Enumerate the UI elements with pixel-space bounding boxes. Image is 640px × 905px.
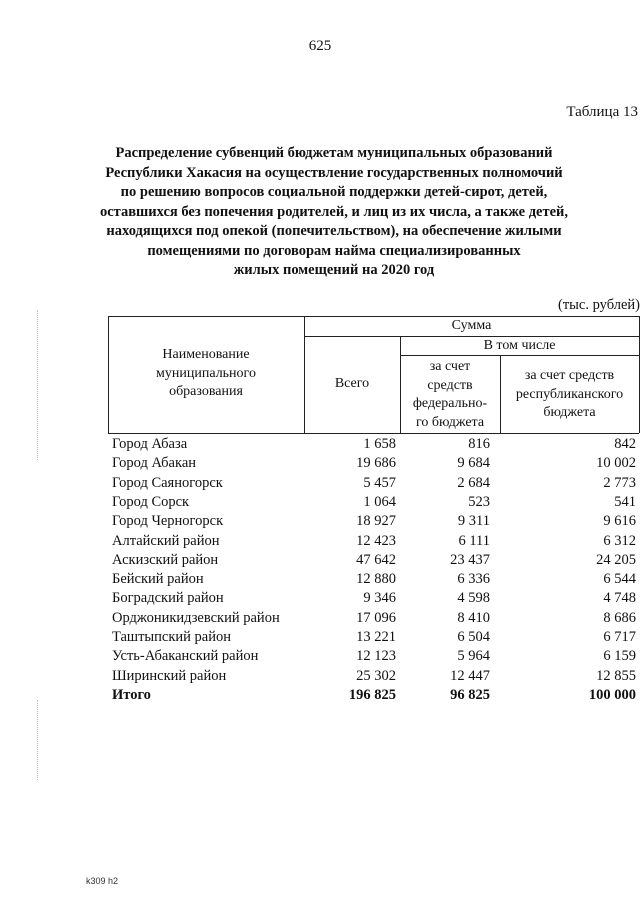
row-federal: 8 410 — [457, 609, 490, 626]
row-federal: 523 — [468, 493, 490, 510]
row-name: Город Абаза — [112, 436, 188, 452]
row-name: Итого — [112, 686, 151, 703]
row-total: 5 457 — [363, 474, 396, 491]
row-total: 25 302 — [356, 667, 396, 684]
row-federal: 9 311 — [457, 513, 490, 530]
document-title — [80, 144, 588, 281]
row-republic: 6 544 — [603, 571, 636, 588]
table-row — [112, 667, 640, 685]
row-federal: 12 447 — [450, 667, 490, 684]
row-republic: 6 717 — [603, 629, 636, 645]
table-label: Таблица 13 — [566, 104, 638, 120]
table-row — [112, 512, 640, 530]
table-row — [112, 647, 640, 665]
row-total: 47 642 — [356, 551, 396, 568]
row-name: Город Абакан — [112, 455, 197, 472]
row-federal: 6 111 — [458, 532, 490, 549]
footer-code: k309 h2 — [86, 876, 119, 886]
row-total: 1 064 — [363, 493, 396, 510]
title-line: находящихся под опекой (попечительством), на обеспечение жилыми — [106, 223, 562, 239]
header-sum: Сумма — [451, 318, 492, 333]
table-row — [112, 628, 640, 646]
row-name: Город Саяногорск — [112, 474, 223, 491]
title-line: помещениями по договорам найма специализированных — [147, 242, 521, 259]
table-row — [112, 551, 640, 569]
table-row — [112, 532, 640, 550]
row-name: Усть-Абаканский район — [112, 648, 259, 665]
header-federal: за счет средств федерально- го бюджета — [412, 359, 488, 430]
title-line: по решению вопросов социальной поддержки детей-сирот, детей, — [120, 184, 548, 200]
table-row — [112, 454, 640, 472]
row-name: Город Черногорск — [112, 513, 224, 530]
table-row — [112, 435, 640, 453]
row-name: Боградский район — [112, 590, 224, 607]
table-row — [112, 474, 640, 492]
margin-mark — [37, 310, 38, 460]
table-row — [112, 589, 640, 607]
row-federal: 4 598 — [457, 590, 490, 607]
row-republic: 8 686 — [603, 609, 636, 626]
row-republic: 6 159 — [603, 648, 636, 665]
row-total: 17 096 — [356, 609, 396, 626]
row-federal: 5 964 — [457, 648, 490, 665]
row-total: 9 346 — [363, 590, 396, 607]
title-line: Республики Хакасия на осуществление государственных полномочий — [105, 164, 563, 181]
row-name: Таштыпский район — [112, 629, 232, 645]
row-federal: 6 336 — [457, 571, 490, 588]
header-including: В том числе — [483, 338, 556, 353]
table-row — [112, 570, 640, 588]
row-total: 12 423 — [356, 532, 396, 549]
row-republic: 100 000 — [588, 686, 636, 703]
margin-mark — [37, 700, 38, 780]
row-federal: 6 504 — [457, 629, 490, 645]
row-total: 196 825 — [348, 686, 396, 703]
row-name: Орджоникидзевский район — [112, 609, 280, 626]
row-federal: 96 825 — [450, 686, 490, 703]
row-federal: 9 684 — [457, 455, 490, 472]
row-name: Аскизский район — [112, 551, 219, 568]
row-republic: 842 — [614, 436, 636, 452]
row-republic: 6 312 — [603, 532, 636, 549]
header-name-column: Наименование муниципального образования — [156, 347, 256, 399]
row-total: 1 658 — [363, 436, 396, 452]
title-line: Распределение субвенций бюджетам муниципальных образований — [115, 145, 553, 161]
title-line: жилых помещений на 2020 год — [233, 262, 435, 278]
total-row — [112, 686, 640, 704]
header-total: Всего — [334, 376, 370, 391]
row-republic: 541 — [614, 493, 636, 510]
row-total: 18 927 — [356, 513, 396, 530]
table-row — [112, 493, 640, 511]
page-number: 625 — [308, 38, 332, 54]
units-label: (тыс. рублей) — [558, 297, 640, 313]
row-name: Бейский район — [112, 571, 204, 588]
row-republic: 12 855 — [596, 667, 636, 684]
row-republic: 10 002 — [596, 455, 636, 472]
row-federal: 2 684 — [457, 474, 490, 491]
row-republic: 9 616 — [603, 513, 636, 530]
row-republic: 2 773 — [603, 474, 636, 491]
row-name: Алтайский район — [112, 532, 220, 549]
title-line: оставшихся без попечения родителей, и лиц из их числа, а также детей, — [99, 203, 569, 220]
table-row — [112, 609, 640, 627]
row-name: Город Сорск — [112, 493, 190, 510]
row-republic: 4 748 — [603, 590, 636, 607]
row-republic: 24 205 — [596, 551, 636, 568]
row-total: 13 221 — [356, 629, 396, 645]
row-total: 12 123 — [356, 648, 396, 665]
row-federal: 816 — [468, 436, 490, 452]
row-federal: 23 437 — [450, 551, 490, 568]
row-total: 19 686 — [356, 455, 396, 472]
row-total: 12 880 — [356, 571, 396, 588]
row-name: Ширинский район — [112, 667, 227, 684]
header-republic: за счет средств республиканского бюджета — [515, 368, 624, 420]
